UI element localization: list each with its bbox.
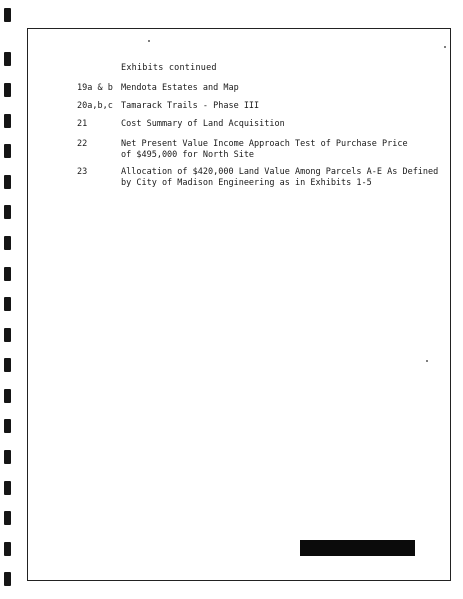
exhibit-description-line: Cost Summary of Land Acquisition — [121, 119, 285, 129]
binding-hole — [4, 8, 11, 22]
binding-hole — [4, 144, 11, 158]
page-heading: Exhibits continued — [121, 63, 217, 73]
exhibit-description — [121, 101, 259, 112]
exhibit-number: 21 — [77, 119, 88, 129]
binding-holes — [0, 0, 14, 599]
redaction-bar — [300, 540, 415, 556]
scan-speck — [426, 360, 428, 362]
binding-hole — [4, 450, 11, 464]
binding-hole — [4, 236, 11, 250]
binding-hole — [4, 389, 11, 403]
scan-speck — [148, 40, 150, 42]
binding-hole — [4, 572, 11, 586]
binding-hole — [4, 481, 11, 495]
exhibit-description — [121, 119, 285, 130]
binding-hole — [4, 205, 11, 219]
binding-hole — [4, 542, 11, 556]
exhibit-number: 19a & b — [77, 83, 113, 93]
binding-hole — [4, 267, 11, 281]
exhibit-description-line: by City of Madison Engineering as in Exhibits 1-5 — [121, 177, 372, 188]
scan-speck — [444, 46, 446, 48]
exhibit-number: 23 — [77, 167, 88, 177]
exhibit-description-line: Net Present Value Income Approach Test of Purchase Price — [121, 139, 408, 149]
exhibit-description — [121, 167, 438, 188]
binding-hole — [4, 83, 11, 97]
binding-hole — [4, 511, 11, 525]
binding-hole — [4, 52, 11, 66]
binding-hole — [4, 358, 11, 372]
exhibit-description — [121, 139, 408, 160]
binding-hole — [4, 175, 11, 189]
exhibit-number: 20a,b,c — [77, 101, 113, 111]
exhibit-description — [121, 83, 239, 94]
exhibit-number: 22 — [77, 139, 88, 149]
exhibit-description-line: Mendota Estates and Map — [121, 83, 239, 93]
exhibit-description-line: of $495,000 for North Site — [121, 149, 255, 160]
exhibit-description-line: Tamarack Trails - Phase III — [121, 101, 260, 111]
binding-hole — [4, 297, 11, 311]
binding-hole — [4, 419, 11, 433]
binding-hole — [4, 328, 11, 342]
binding-hole — [4, 114, 11, 128]
exhibit-description-line: Allocation of $420,000 Land Value Among Parcels A-E As Defined — [121, 167, 439, 177]
